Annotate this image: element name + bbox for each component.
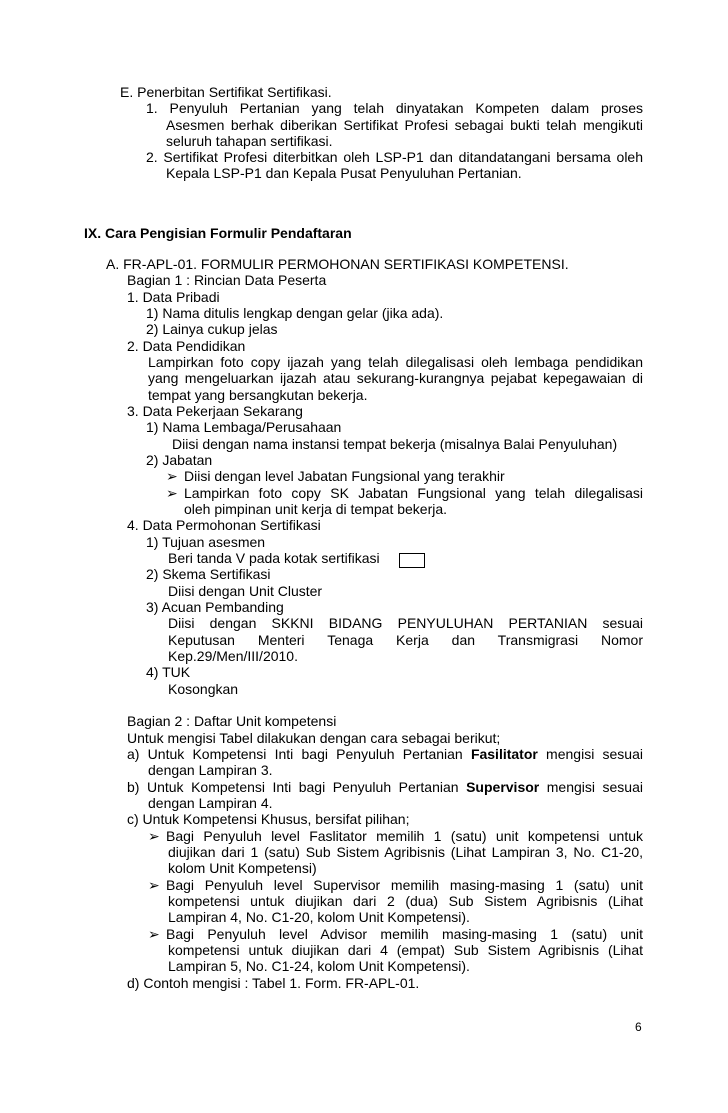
page-number: 6 bbox=[635, 1020, 642, 1034]
bagian2-a-line2: dengan Lampiran 3. bbox=[148, 762, 273, 778]
tuk-text: Kosongkan bbox=[168, 681, 239, 697]
bagian2-c-bullet1-line2: diujikan dari 1 (satu) Sub Sistem Agribisnis (Lihat Lampiran 3, No. C1-20, bbox=[168, 844, 643, 860]
nama-lembaga-text: Diisi dengan nama instansi tempat bekerja (misalnya Balai Penyuluhan) bbox=[172, 436, 618, 452]
section-e-item1-line1: 1. Penyuluh Pertanian yang telah dinyatakan Kompeten dalam proses bbox=[146, 100, 643, 116]
data-pendidikan-text-3: tempat yang bersangkutan bekerja. bbox=[148, 387, 368, 403]
section-e-title: E. Penerbitan Sertifikat Sertifikasi. bbox=[120, 84, 332, 100]
jabatan-bullet-2-line1: ➢ Lampirkan foto copy SK Jabatan Fungsional yang telah dilegalisasi bbox=[166, 485, 643, 501]
jabatan-bullet-1: ➢ Diisi dengan level Jabatan Fungsional yang terakhir bbox=[166, 468, 505, 484]
arrow-bullet-icon: ➢ bbox=[148, 877, 160, 893]
bagian2-intro: Untuk mengisi Tabel dilakukan dengan cara sebagai berikut; bbox=[127, 730, 501, 746]
bagian2-c-bullet2-line2: kompetensi untuk diujikan dari 2 (dua) Sub Sistem Agribisnis (Lihat bbox=[168, 893, 643, 909]
data-pekerjaan: 3. Data Pekerjaan Sekarang bbox=[127, 403, 303, 419]
acuan-pembanding-text-1: Diisi dengan SKKNI BIDANG PENYULUHAN PERTANIAN sesuai bbox=[168, 615, 643, 631]
acuan-pembanding-text-2: Keputusan Menteri Tenaga Kerja dan Transmigrasi Nomor bbox=[168, 632, 643, 648]
bagian2-c: c) Untuk Kompetensi Khusus, bersifat pilihan; bbox=[127, 811, 410, 827]
section-ix-heading: IX. Cara Pengisian Formulir Pendaftaran bbox=[84, 225, 352, 241]
arrow-bullet-icon: ➢ bbox=[166, 485, 178, 501]
bagian2-c-bullet1-line3: kolom Unit Kompetensi) bbox=[168, 860, 317, 876]
section-e-item1-line2: Asesmen berhak diberikan Sertifikat Profesi sebagai bukti telah mengikuti bbox=[166, 117, 643, 133]
bagian2-a-line1: a) Untuk Kompetensi Inti bagi Penyuluh Pertanian Fasilitator mengisi sesuai bbox=[127, 746, 643, 762]
skema-sertifikasi-text: Diisi dengan Unit Cluster bbox=[168, 583, 323, 599]
jabatan: 2) Jabatan bbox=[146, 452, 213, 468]
bagian2-d: d) Contoh mengisi : Tabel 1. Form. FR-APL-01. bbox=[127, 975, 420, 991]
nama-lembaga: 1) Nama Lembaga/Perusahaan bbox=[146, 419, 342, 435]
tuk: 4) TUK bbox=[146, 664, 191, 680]
tujuan-asesmen: 1) Tujuan asesmen bbox=[146, 534, 266, 550]
acuan-pembanding-text-3: Kep.29/Men/III/2010. bbox=[168, 648, 298, 664]
bagian2-c-bullet3-line3: Lampiran 5, No. C1-24, kolom Unit Kompetensi). bbox=[168, 958, 470, 974]
bagian2-c-bullet1-line1: ➢ Bagi Penyuluh level Faslitator memilih 1 (satu) unit kompetensi untuk bbox=[148, 828, 643, 844]
bagian2-c-bullet3-line2: kompetensi untuk diujikan dari 4 (empat) Sub Sistem Agribisnis (Lihat bbox=[168, 942, 643, 958]
data-pribadi: 1. Data Pribadi bbox=[127, 289, 220, 305]
bagian1-title: Bagian 1 : Rincian Data Peserta bbox=[127, 272, 327, 288]
bagian2-c-bullet3-line1: ➢ Bagi Penyuluh level Advisor memilih masing-masing 1 (satu) unit bbox=[148, 926, 643, 942]
tujuan-asesmen-text: Beri tanda V pada kotak sertifikasi bbox=[168, 550, 380, 566]
checkbox-sample bbox=[399, 553, 425, 568]
data-pribadi-2: 2) Lainya cukup jelas bbox=[146, 321, 278, 337]
data-pendidikan: 2. Data Pendidikan bbox=[127, 338, 246, 354]
acuan-pembanding: 3) Acuan Pembanding bbox=[146, 599, 284, 615]
skema-sertifikasi: 2) Skema Sertifikasi bbox=[146, 566, 271, 582]
bagian2-title: Bagian 2 : Daftar Unit kompetensi bbox=[127, 713, 337, 729]
data-pendidikan-text-1: Lampirkan foto copy ijazah yang telah dilegalisasi oleh lembaga pendidikan bbox=[148, 354, 643, 370]
data-permohonan: 4. Data Permohonan Sertifikasi bbox=[127, 517, 321, 533]
bagian2-b-line2: dengan Lampiran 4. bbox=[148, 795, 273, 811]
section-a-title: A. FR-APL-01. FORMULIR PERMOHONAN SERTIFIKASI KOMPETENSI. bbox=[106, 256, 569, 272]
data-pribadi-1: 1) Nama ditulis lengkap dengan gelar (jika ada). bbox=[146, 305, 444, 321]
bagian2-c-bullet2-line1: ➢ Bagi Penyuluh level Supervisor memilih masing-masing 1 (satu) unit bbox=[148, 877, 643, 893]
section-e-item2-line1: 2. Sertifikat Profesi diterbitkan oleh LSP-P1 dan ditandatangani bersama oleh bbox=[146, 149, 643, 165]
bagian2-b-line1: b) Untuk Kompetensi Inti bagi Penyuluh Pertanian Supervisor mengisi sesuai bbox=[127, 779, 643, 795]
jabatan-bullet-2-line2: oleh pimpinan unit kerja di tempat bekerja. bbox=[184, 501, 448, 517]
section-e-item1-line3: seluruh tahapan sertifikasi. bbox=[166, 133, 333, 149]
arrow-bullet-icon: ➢ bbox=[166, 468, 178, 484]
section-e-item2-line2: Kepala LSP-P1 dan Kepala Pusat Penyuluhan Pertanian. bbox=[166, 165, 522, 181]
arrow-bullet-icon: ➢ bbox=[148, 828, 160, 844]
data-pendidikan-text-2: yang mengeluarkan ijazah atau sekurang-kurangnya pejabat kepegawaian di bbox=[148, 370, 643, 386]
arrow-bullet-icon: ➢ bbox=[148, 926, 160, 942]
bagian2-c-bullet2-line3: Lampiran 4, No. C1-20, kolom Unit Kompetensi). bbox=[168, 909, 470, 925]
